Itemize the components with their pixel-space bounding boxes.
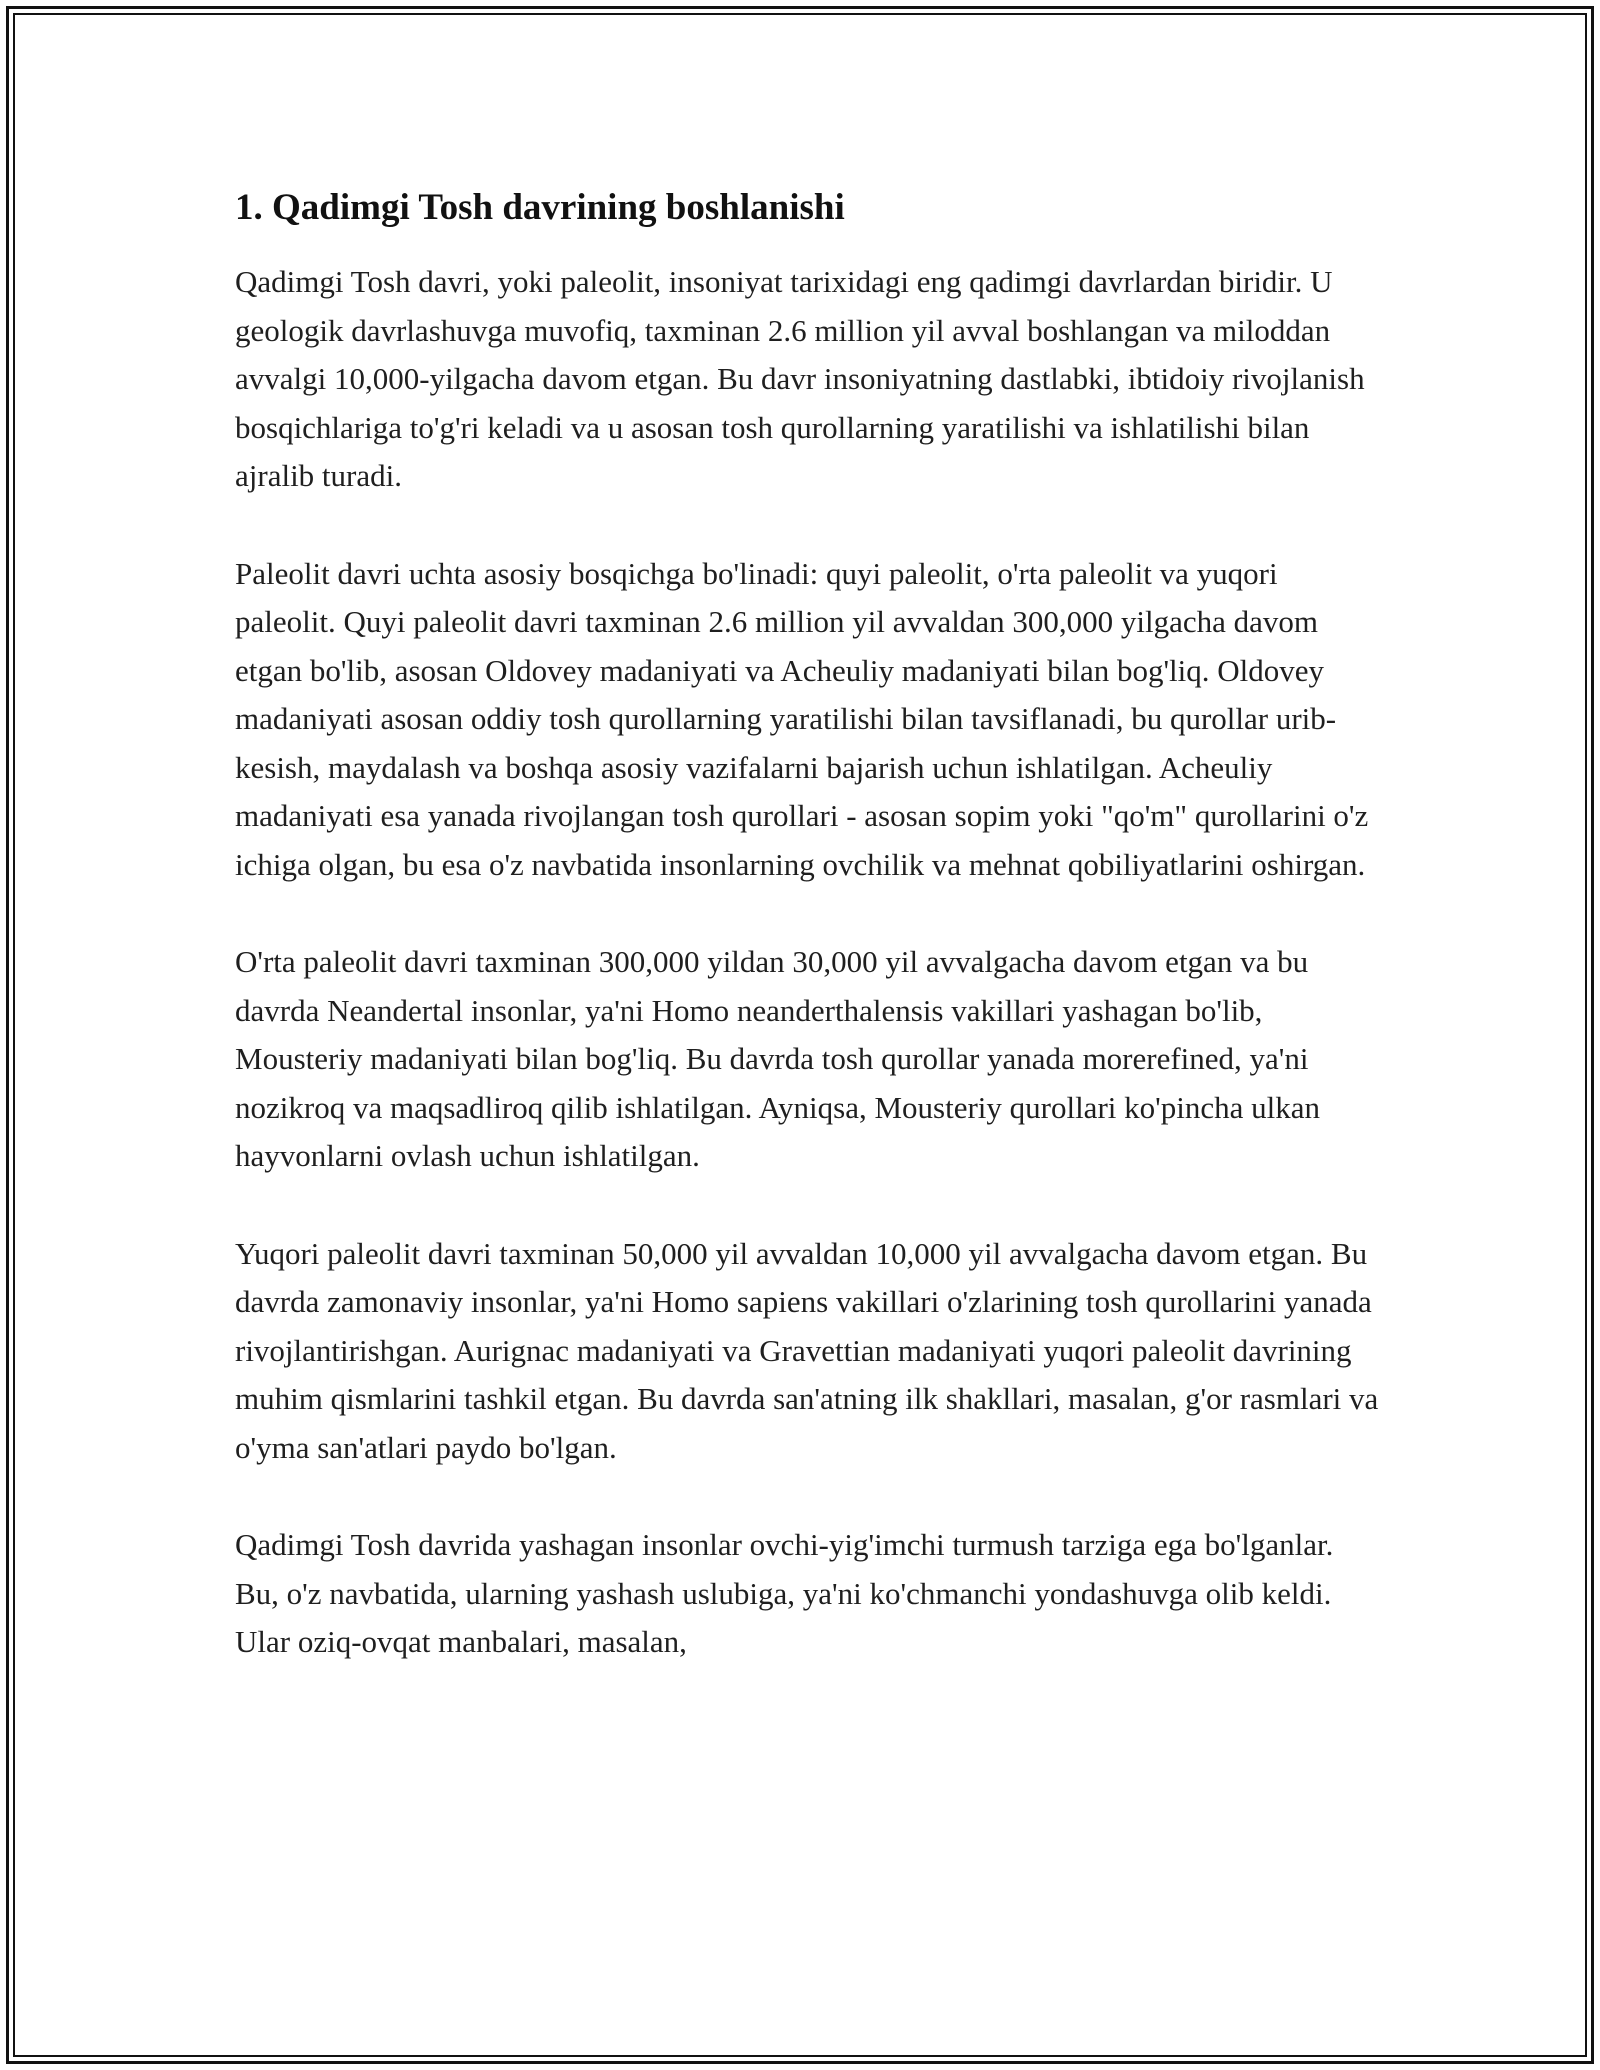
paragraph-hunter-gatherers: Qadimgi Tosh davrida yashagan insonlar ovchi-yig'imchi turmush tarziga ega bo'lganlar. Bu, o'z navbatida, ularning yashash uslubiga, ya'ni ko'chmanchi yondashuvga olib keldi. Ular oziq-ovqat manbalari, masalan, xyxy=(235,1527,1334,1659)
section-heading: 1. Qadimgi Tosh davrining boshlanishi xyxy=(235,187,845,228)
document-body xyxy=(235,184,1380,1716)
paragraph-middle-paleolithic: O'rta paleolit davri taxminan 300,000 yildan 30,000 yil avvalgacha davom etgan va bu davrda Neandertal insonlar, ya'ni Homo neanderthalensis vakillari yashagan bo'lib, Mousteriy madaniyati bilan bog'liq. Bu davrda tosh qurollar yanada morerefined, ya'ni nozikroq va maqsadliroq qilib ishlatilgan. Ayniqsa, Mousteriy qurollari ko'pincha ulkan hayvonlarni ovlash uchun ishlatilgan. xyxy=(235,944,1320,1173)
paragraph-intro: Qadimgi Tosh davri, yoki paleolit, insoniyat tarixidagi eng qadimgi davrlardan biridir. U geologik davrlashuvga muvofiq, taxminan 2.6 million yil avval boshlangan va miloddan avvalgi 10,000-yilgacha davom etgan. Bu davr insoniyatning dastlabki, ibtidoiy rivojlanish bosqichlariga to'g'ri keladi va u asosan tosh qurollarning yaratilishi va ishlatilishi bilan ajralib turadi. xyxy=(235,264,1365,493)
paragraph-paleolithic-stages: Paleolit davri uchta asosiy bosqichga bo'linadi: quyi paleolit, o'rta paleolit va yuqori paleolit. Quyi paleolit davri taxminan 2.6 million yil avvaldan 300,000 yilgacha davom etgan bo'lib, asosan Oldovey madaniyati va Acheuliy madaniyati bilan bog'liq. Oldovey madaniyati asosan oddiy tosh qurollarning yaratilishi bilan tavsiflanadi, bu qurollar urib-kesish, maydalash va boshqa asosiy vazifalarni bajarish uchun ishlatilgan. Acheuliy madaniyati esa yanada rivojlangan tosh qurollari - asosan sopim yoki "qo'm" qurollarini o'z ichiga olgan, bu esa o'z navbatida insonlarning ovchilik va mehnat qobiliyatlarini oshirgan. xyxy=(235,555,1369,882)
paragraph-upper-paleolithic: Yuqori paleolit davri taxminan 50,000 yil avvaldan 10,000 yil avvalgacha davom etgan. Bu davrda zamonaviy insonlar, ya'ni Homo sapiens vakillari o'zlarining tosh qurollarini yanada rivojlantirishgan. Aurignac madaniyati va Gravettian madaniyati yuqori paleolit davrining muhim qismlarini tashkil etgan. Bu davrda san'atning ilk shakllari, masalan, g'or rasmlari va o'yma san'atlari paydo bo'lgan. xyxy=(235,1235,1379,1465)
